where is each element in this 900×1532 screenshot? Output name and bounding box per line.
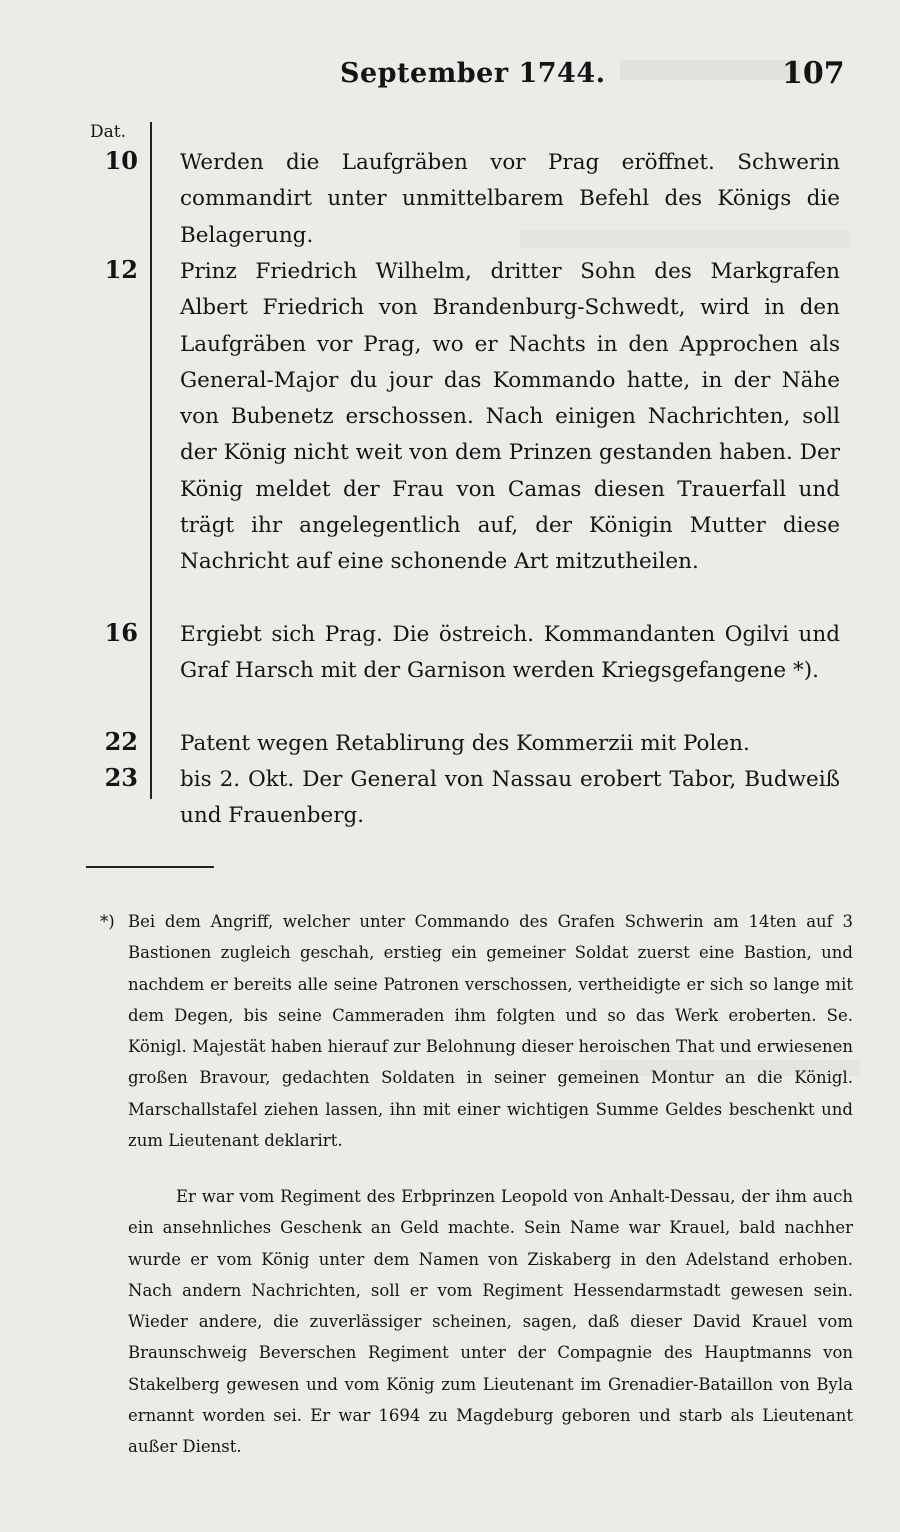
footnote-paragraph: Bei dem Angriff, welcher unter Commando des Grafen Schwerin am 14ten auf 3 Bastionen zugleich geschah, erstieg ein gemeiner Soldat zuerst eine Bastion, und nachdem er bereits alle seine Patronen verschossen, vertheidigte er sich so lange mit dem Degen, bis seine Cammeraden ihm folgten und so das Werk eroberten. Se. Königl. Majestät haben hierauf zur Belohnung dieser heroischen That und erwiesenen großen Bravour, gedachten Soldaten in seiner gemeinen Montur an die Königl. Marschallstafel ziehen lassen, ihn mit einer wichtigen Summe Geldes beschenkt und zum Lieutenant deklarirt. <box>128 912 853 1151</box>
entry-text: Werden die Laufgräben vor Prag eröffnet. Schwerin commandirt unter unmittelbarem Befehl des Königs die Belagerung. <box>180 150 840 248</box>
entry-text: bis 2. Okt. Der General von Nassau erobert Tabor, Budweiß und Frauenberg. <box>180 767 840 829</box>
entry-date: 16 <box>104 618 138 647</box>
running-title: September 1744. <box>340 58 606 89</box>
entry-date: 23 <box>104 763 138 792</box>
entry-date: 22 <box>104 727 138 756</box>
footnote-rule <box>86 866 214 868</box>
column-divider <box>150 122 152 799</box>
footnote-marker: *) <box>100 912 115 931</box>
date-column-label: Dat. <box>90 122 127 142</box>
entry-text: Prinz Friedrich Wilhelm, dritter Sohn des Markgrafen Albert Friedrich von Brandenburg-Schwedt, wird in den Laufgräben vor Prag, wo er Nachts in den Approchen als General-Major du jour das Kommando hatte, in der Nähe von Bubenetz erschossen. Nach einigen Nachrichten, soll der König nicht weit von dem Prinzen gestanden haben. Der König meldet der Frau von Camas diesen Trauerfall und trägt ihr angelegentlich auf, der Königin Mutter diese Nachricht auf eine schonende Art mitzutheilen. <box>180 259 840 575</box>
footnote-paragraph-text: Er war vom Regiment des Erbprinzen Leopold von Anhalt-Dessau, der ihm auch ein ansehnliches Geschenk an Geld machte. Sein Name war Krauel, bald nachher wurde er vom König unter dem Namen von Ziskaberg in den Adelstand erhoben. Nach andern Nachrichten, soll er vom Regiment Hessendarmstadt gewesen sein. Wieder andere, die zuverlässiger scheinen, sagen, daß dieser David Krauel vom Braunschweig Beverschen Regiment unter der Compagnie des Hauptmanns von Stakelberg gewesen und vom König zum Lieutenant im Grenadier-Bataillon von Byla ernannt worden sei. Er war 1694 zu Magdeburg geboren und starb als Lieutenant außer Dienst. <box>128 1187 853 1457</box>
footnote-paragraph <box>128 1181 853 1463</box>
page-number: 107 <box>782 56 845 91</box>
entry-text: Ergiebt sich Prag. Die östreich. Kommandanten Ogilvi und Graf Harsch mit der Garnison werden Kriegsgefangene *). <box>180 622 840 684</box>
entry-date: 10 <box>104 146 138 175</box>
bleed-through-shadow <box>620 60 800 80</box>
entry-date: 12 <box>104 255 138 284</box>
entry-text: Patent wegen Retablirung des Kommerzii mit Polen. <box>180 731 750 756</box>
